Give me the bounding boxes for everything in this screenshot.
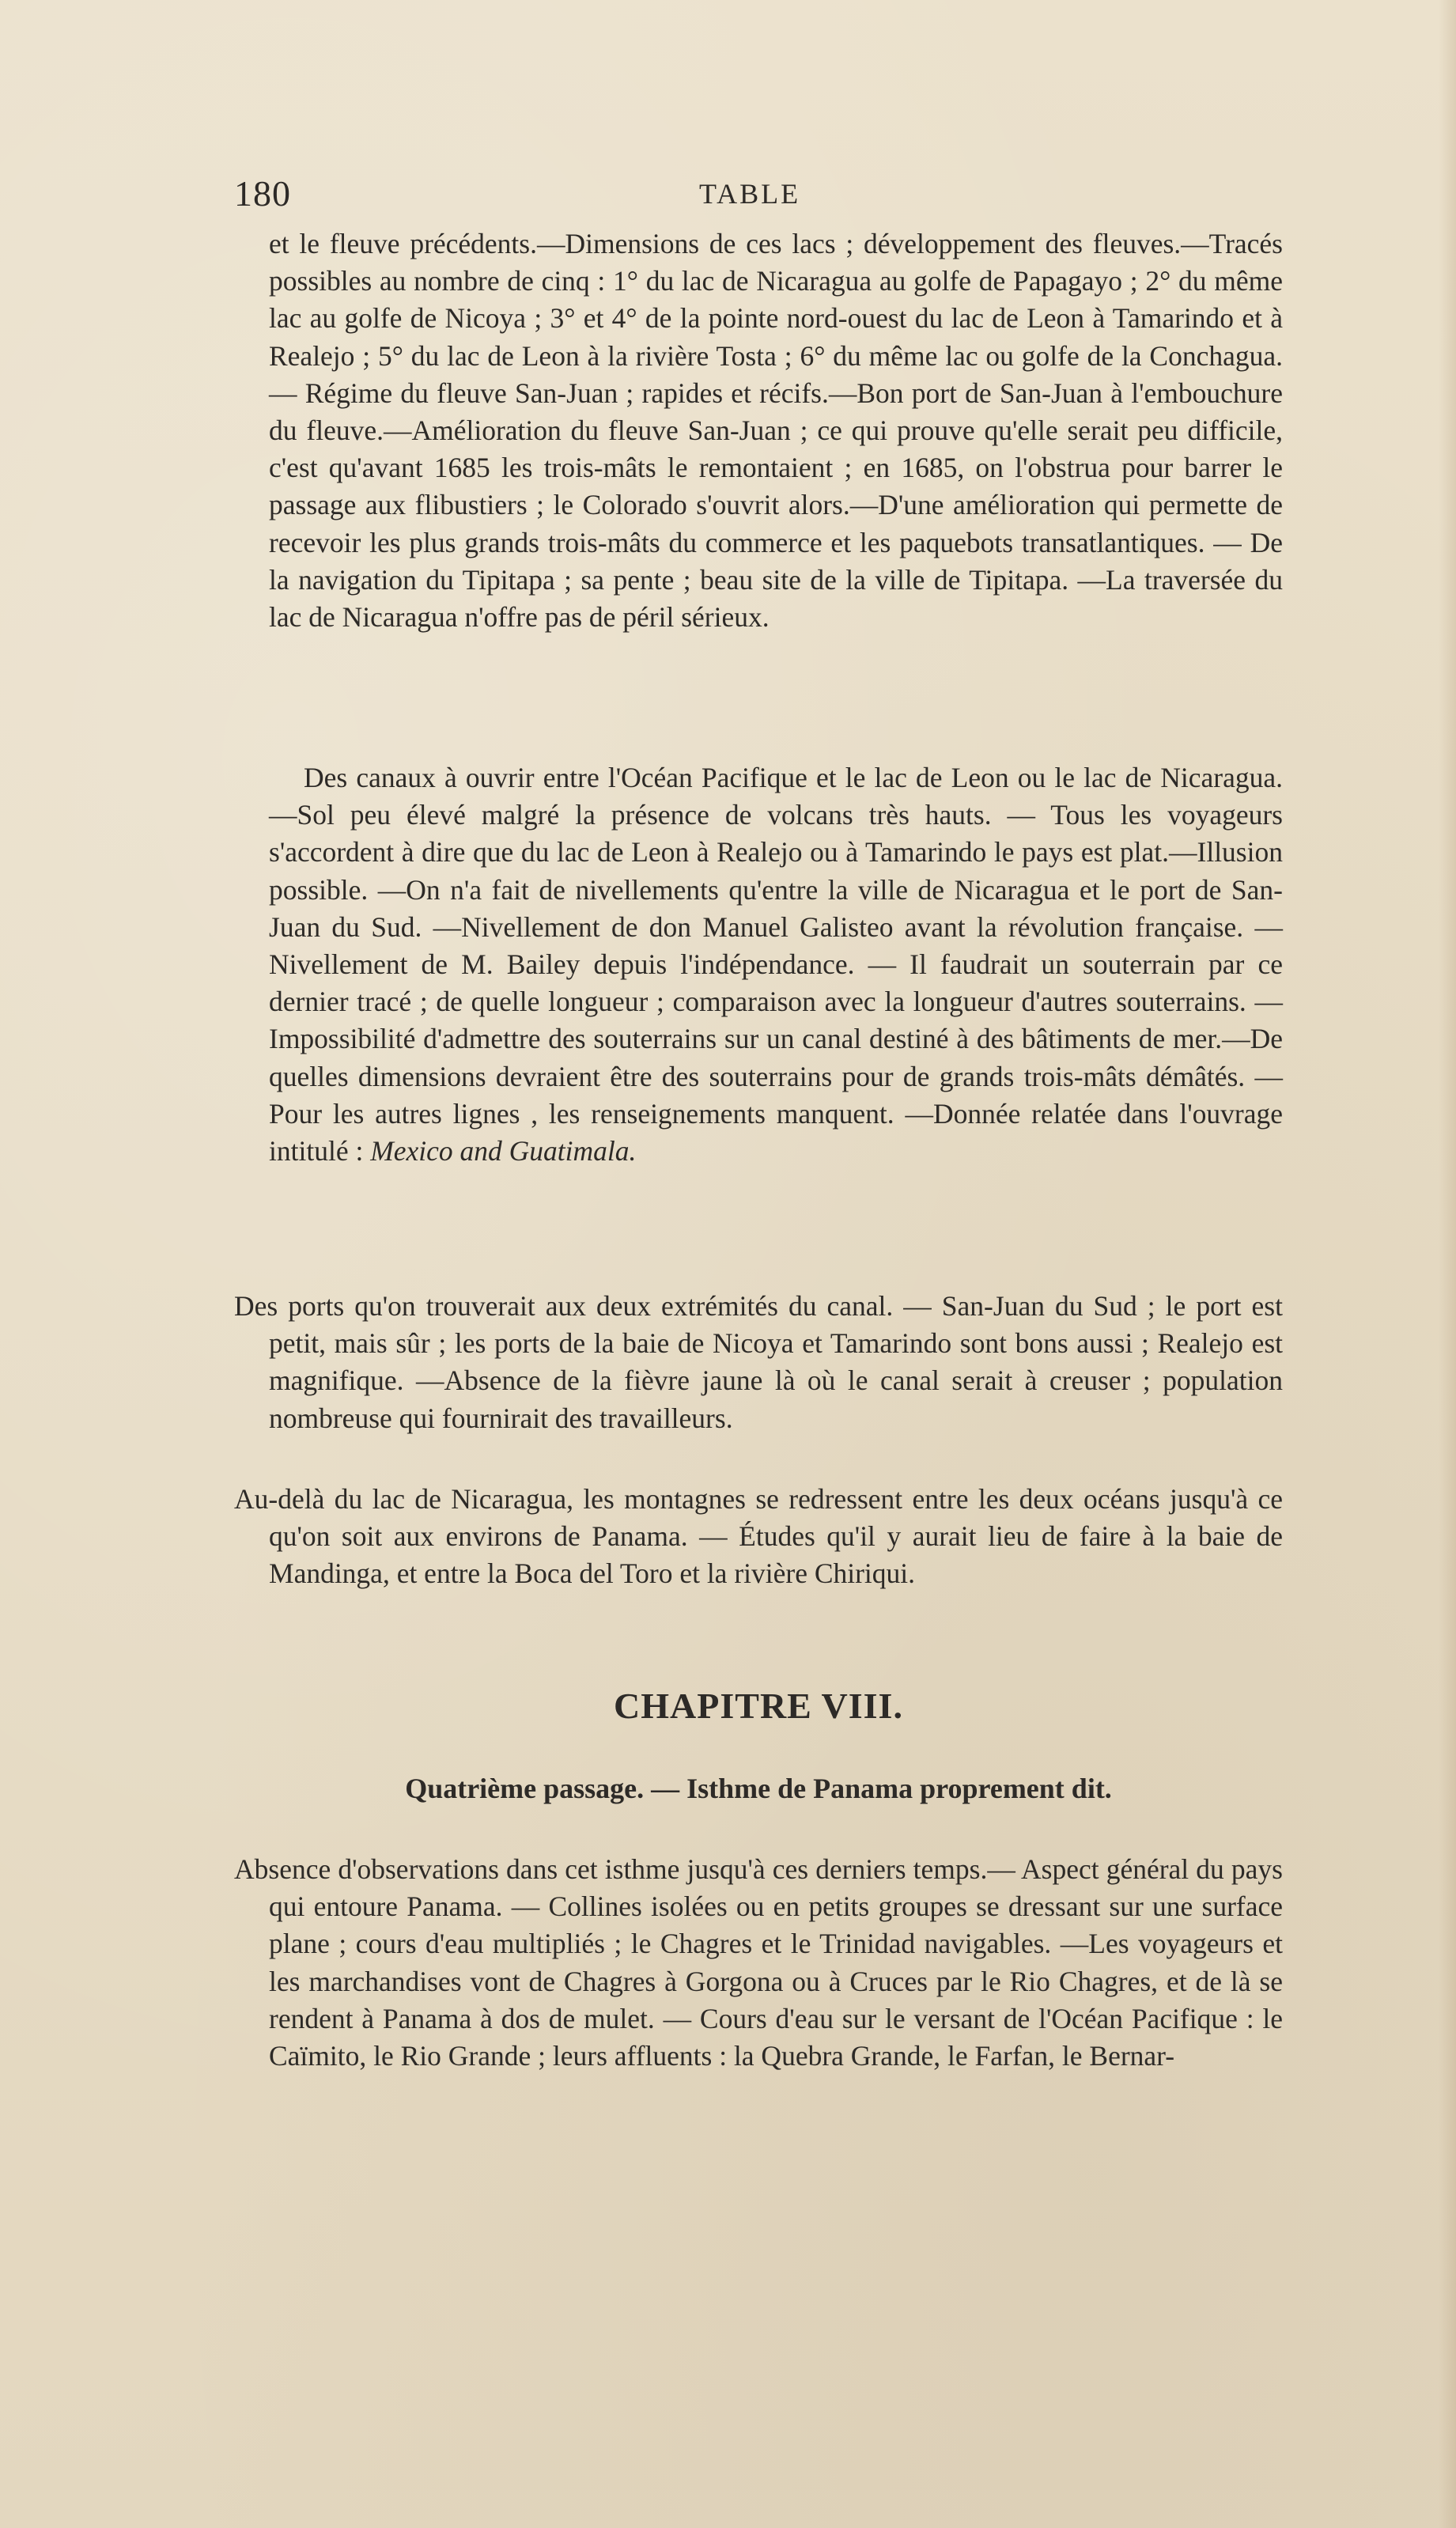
paragraph-mountains: Au-delà du lac de Nicaragua, les montagnes se redressent entre les deux océans jusqu'à ce qu'on soit aux environs de Panama. — Études qu'il y aurait lieu de faire à la baie de Mandinga, et entre la Boca del Toro et la rivière Chiriqui. — [234, 1483, 1283, 1590]
section-heading: Quatrième passage. — Isthme de Panama proprement dit. — [405, 1773, 1112, 1804]
chapter-title: CHAPITRE VIII. — [614, 1686, 903, 1726]
running-head: TABLE — [699, 178, 801, 210]
paragraph-canals — [269, 759, 1283, 1170]
page-edge-shadow — [1439, 0, 1456, 2528]
page-header — [234, 172, 1286, 220]
paragraph-ports: Des ports qu'on trouverait aux deux extrémités du canal. — San-Juan du Sud ; le port est petit, mais sûr ; les ports de la baie de Nicoya et Tamarindo sont bons aussi ; Realejo est magnifique. —Absence de la fièvre jaune là où le canal serait à creuser ; population nombreuse qui fournirait des travailleurs. — [234, 1290, 1283, 1434]
paragraph-panama: Absence d'observations dans cet isthme jusqu'à ces derniers temps.— Aspect général du pays qui entoure Panama. — Collines isolées ou en petits groupes se dressant sur une surface plane ; cours d'eau multipliés ; le Chagres et le Trinidad navigables. —Les voyageurs et les marchandises vont de Chagres à Gorgona ou à Cruces par le Rio Chagres, et de là se rendent à Panama à dos de mulet. — Cours d'eau sur le versant de l'Océan Pacifique : le Caïmito, le Rio Grande ; leurs affluents : la Quebra Grande, le Farfan, le Bernar- — [234, 1853, 1283, 2072]
paragraph-continued: et le fleuve précédents.—Dimensions de ces lacs ; développement des fleuves.—Tracés possibles au nombre de cinq : 1° du lac de Nicaragua au golfe de Papagayo ; 2° du même lac au golfe de Nicoya ; 3° et 4° de la pointe nord-ouest du lac de Leon à Tamarindo et à Realejo ; 5° du lac de Leon à la rivière Tosta ; 6° du même lac ou golfe de la Conchagua. — Régime du fleuve San-Juan ; rapides et récifs.—Bon port de San-Juan à l'embouchure du fleuve.—Amélioration du fleuve San-Juan ; ce qui prouve qu'elle serait peu difficile, c'est qu'avant 1685 les trois-mâts le remontaient ; en 1685, on l'obstrua pour barrer le passage aux flibustiers ; le Colorado s'ouvrit alors.—D'une amélioration qui permette de recevoir les plus grands trois-mâts du commerce et les paquebots transatlantiques. — De la navigation du Tipitapa ; sa pente ; beau site de la ville de Tipitapa. —La traversée du lac de Nicaragua n'offre pas de péril sérieux. — [269, 228, 1283, 634]
page-number: 180 — [234, 173, 291, 214]
book-title-mexico-guatimala: Mexico and Guatimala. — [370, 1135, 637, 1167]
paragraph-canals-text: Des canaux à ouvrir entre l'Océan Pacifique et le lac de Leon ou le lac de Nicaragua. —Sol peu élevé malgré la présence de volcans très hauts. — Tous les voyageurs s'accordent à dire que du lac de Leon à Realejo ou à Tamarindo le pays est plat.—Illusion possible. —On n'a fait de nivellements qu'entre la ville de Nicaragua et le port de San-Juan du Sud. —Nivellement de don Manuel Galisteo avant la révolution française. — Nivellement de M. Bailey depuis l'indépendance. — Il faudrait un souterrain par ce dernier tracé ; de quelle longueur ; comparaison avec la longueur d'autres souterrains. — Impossibilité d'admettre des souterrains sur un canal destiné à des bâtiments de mer.—De quelles dimensions devraient être des souterrains pour de grands trois-mâts démâtés. — Pour les autres lignes , les renseignements manquent. —Donnée relatée dans l'ouvrage intitulé : — [269, 762, 1283, 1167]
